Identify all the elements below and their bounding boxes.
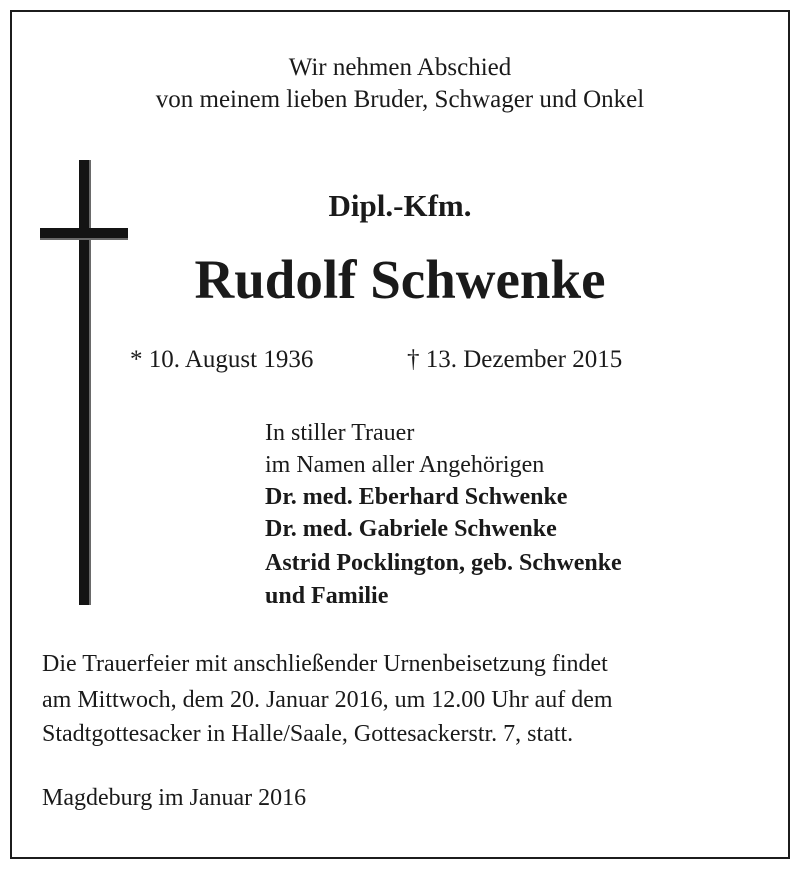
mourning-line-1: In stiller Trauer [265,420,415,446]
mourner-name: Dr. med. Gabriele Schwenke [265,516,557,542]
ceremony-line-1: Die Trauerfeier mit anschließender Urnenbeisetzung findet [42,651,608,677]
place-date: Magdeburg im Januar 2016 [42,785,307,811]
deceased-title: Dipl.-Kfm. [328,188,472,223]
cross-horizontal-beam [40,228,128,240]
ceremony-line-2: am Mittwoch, dem 20. Januar 2016, um 12.00 Uhr auf dem [42,687,613,713]
mourner-name: Dr. med. Eberhard Schwenke [265,484,568,510]
deceased-name: Rudolf Schwenke [194,249,606,310]
birth-date: * 10. August 1936 [130,346,314,373]
cross-vertical-beam [79,160,91,605]
intro-line-1: Wir nehmen Abschied [288,54,512,81]
mourner-family: und Familie [265,583,389,609]
death-date: † 13. Dezember 2015 [407,346,623,373]
mourner-name: Astrid Pocklington, geb. Schwenke [265,550,622,576]
ceremony-line-3: Stadtgottesacker in Halle/Saale, Gottesackerstr. 7, statt. [42,721,574,747]
mourning-line-2: im Namen aller Angehörigen [265,452,545,478]
intro-line-2: von meinem lieben Bruder, Schwager und Onkel [155,86,645,113]
